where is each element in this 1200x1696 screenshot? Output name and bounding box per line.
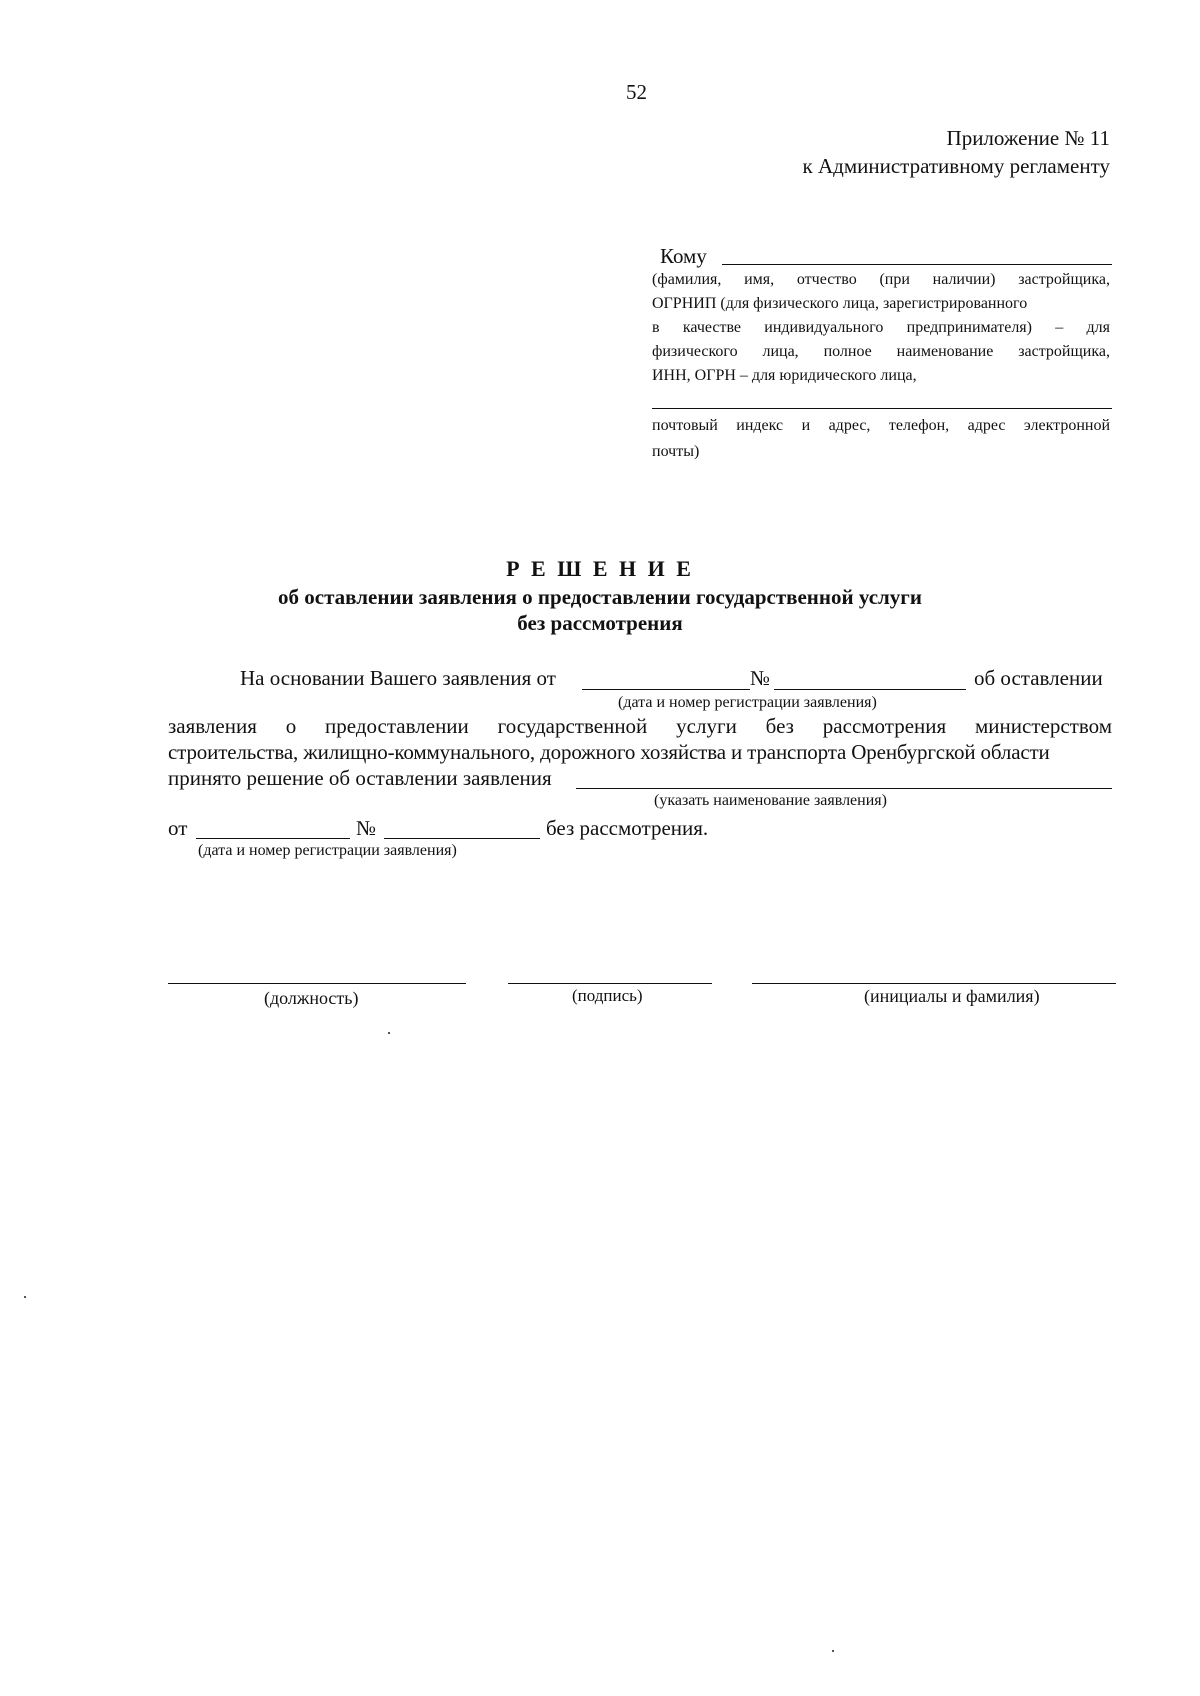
scan-speck	[832, 1650, 834, 1652]
number-sign: №	[750, 666, 771, 690]
number-sign-2: №	[356, 816, 377, 840]
document-title: Р Е Ш Е Н И Е	[506, 556, 694, 581]
scan-speck	[388, 1032, 390, 1034]
paragraph-line: строительства, жилищно-коммунального, дорожного хозяйства и транспорта Оренбургской области	[168, 740, 1050, 764]
addressee-hint-line: физического лица, полное наименование застройщика,	[652, 343, 1110, 360]
appendix-line-2: к Административному регламенту	[802, 154, 1110, 178]
paragraph-line-end: без рассмотрения.	[546, 816, 709, 840]
document-subtitle-line: без рассмотрения	[517, 611, 683, 635]
position-caption: (должность)	[264, 988, 359, 1008]
application-number-field-2[interactable]	[384, 838, 540, 839]
signature-caption: (подпись)	[572, 986, 643, 1005]
addressee-contact-field[interactable]	[652, 408, 1112, 409]
application-number-field[interactable]	[774, 689, 966, 690]
paragraph-line: заявления о предоставлении государственной услуги без рассмотрения министерством	[168, 714, 1112, 738]
signature-field[interactable]	[508, 983, 712, 984]
addressee-contact-hint-line: почты)	[652, 443, 700, 460]
application-name-hint: (указать наименование заявления)	[654, 792, 887, 809]
appendix-line-1: Приложение № 11	[946, 126, 1110, 150]
document-subtitle-line: об оставлении заявления о предоставлении государственной услуги	[278, 585, 922, 609]
date-number-hint: (дата и номер регистрации заявления)	[618, 694, 877, 711]
addressee-hint-line: ИНН, ОГРН – для юридического лица,	[652, 367, 917, 384]
addressee-to-label: Кому	[660, 244, 707, 268]
page-number: 52	[626, 80, 647, 104]
addressee-hint-line: в качестве индивидуального предпринимателя) – для	[652, 319, 1110, 336]
name-caption: (инициалы и фамилия)	[864, 986, 1040, 1006]
application-name-field[interactable]	[576, 788, 1112, 789]
scan-speck	[24, 1296, 26, 1298]
from-label: от	[168, 816, 188, 840]
application-date-field[interactable]	[582, 689, 750, 690]
paragraph-line: принято решение об оставлении заявления	[168, 766, 552, 790]
addressee-hint-line: ОГРНИП (для физического лица, зарегистрированного	[652, 295, 1028, 312]
addressee-hint-line: (фамилия, имя, отчество (при наличии) застройщика,	[652, 271, 1110, 288]
name-field[interactable]	[752, 983, 1116, 984]
paragraph-start: На основании Вашего заявления от	[240, 666, 556, 690]
position-field[interactable]	[168, 983, 466, 984]
application-date-field-2[interactable]	[196, 838, 350, 839]
date-number-hint-2: (дата и номер регистрации заявления)	[198, 842, 457, 859]
addressee-name-field[interactable]	[722, 264, 1112, 265]
paragraph-end-text: об оставлении	[974, 666, 1103, 690]
addressee-contact-hint-line: почтовый индекс и адрес, телефон, адрес электронной	[652, 417, 1110, 434]
